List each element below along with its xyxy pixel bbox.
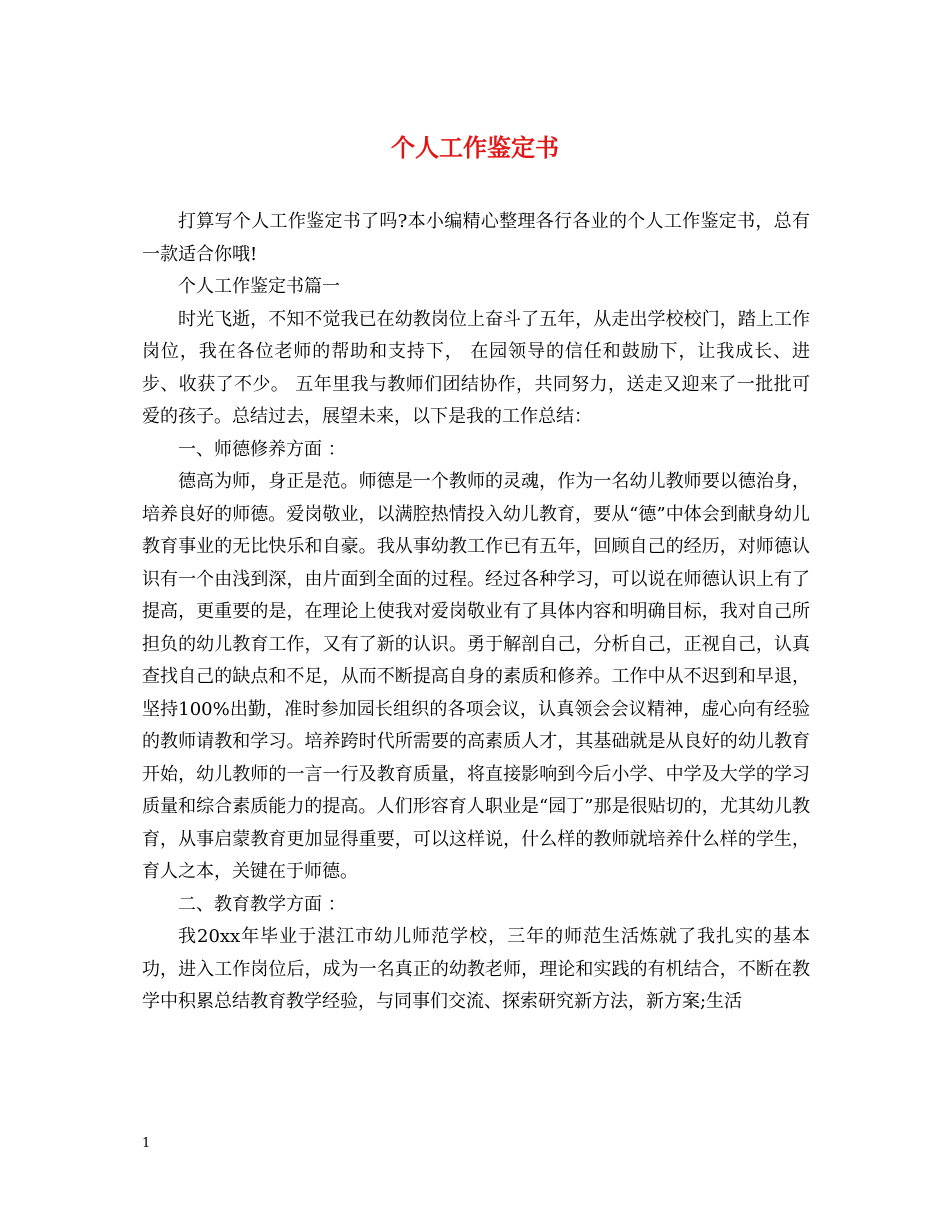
body-paragraph: 时光飞逝，不知不觉我已在幼教岗位上奋斗了五年，从走出学校校门，踏上工作岗位，我在各位老师的帮助和支持下， 在园领导的信任和鼓励下，让我成长、进步、收获了不少。 五年里我与教师们团结协作，共同努力，送走又迎来了一批批可爱的孩子。总结过去，展望未来，以下是我的工作总结： xyxy=(142,308,810,427)
section-heading: 个人工作鉴定书篇一 xyxy=(178,276,340,297)
section-heading: 一、师德修养方面 ： xyxy=(178,438,346,460)
body-paragraph: 德高为师，身正是范。师德是一个教师的灵魂，作为一名幼儿教师要以德治身，培养良好的师德。爱岗敬业，以满腔热情投入幼儿教育，要从“德”中体会到献身幼儿教育事业的无比快乐和自豪。我从事幼教工作已有五年，回顾自己的经历，对师德认识有一个由浅到深，由片面到全面的过程。经过各种学习，可以说在师德认识上有了提高，更重要的是，在理论上使我对爱岗敬业有了具体内容和明确目标，我对自己所担负的幼儿教育工作，又有了新的认识。勇于解剖自己，分析自己，正视自己，认真查找自己的缺点和不足，从而不断提高自身的素质和修养。工作中从不迟到和早退，坚持100%出勤，准时参加园长组织的各项会议，认真领会会议精神，虚心向有经验的教师请教和学习。培养跨时代所需要的高素质人才，其基础就是从良好的幼儿教育开始，幼儿教师的一言一行及教育质量，将直接影响到今后小学、中学及大学的学习质量和综合素质能力的提高。人们形容育人职业是“园丁”那是很贴切的，尤其幼儿教育，从事启蒙教育更加显得重要，可以这样说，什么样的教师就培养什么样的学生，育人之本，关键在于师德。 xyxy=(142,471,810,882)
page-number: 1 xyxy=(142,1136,151,1151)
body-paragraph: 我20xx年毕业于湛江市幼儿师范学校，三年的师范生活炼就了我扎实的基本功，进入工作岗位后，成为一名真正的幼教老师，理论和实践的有机结合，不断在教学中积累总结教育教学经验，与同事们交流、探索研究新方法，新方案;生活 xyxy=(142,926,810,1012)
section-heading: 二、教育教学方面 ： xyxy=(178,893,346,915)
intro-paragraph: 打算写个人工作鉴定书了吗?本小编精心整理各行各业的个人工作鉴定书，总有一款适合你哦! xyxy=(142,211,810,265)
document-body xyxy=(142,206,810,1019)
document-title: 个人工作鉴定书 xyxy=(391,133,559,162)
